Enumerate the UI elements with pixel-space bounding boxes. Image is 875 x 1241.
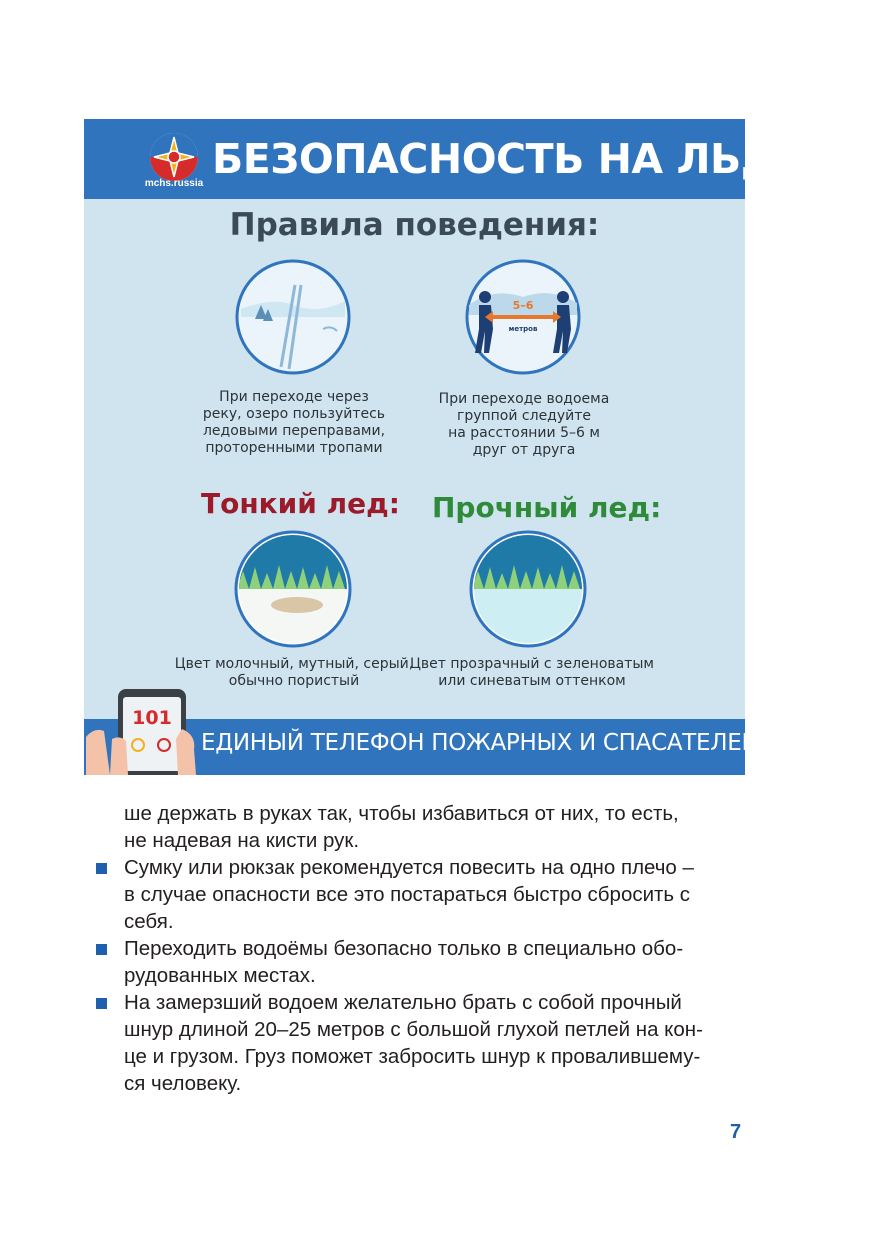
thin-ice-icon	[233, 529, 353, 649]
square-bullet-icon	[96, 944, 107, 955]
logo-caption: mchs.russia	[144, 178, 204, 189]
rule-crossing-caption: При переходе через реку, озеро пользуйтесь ледовыми переправами, проторенными тропами	[202, 389, 386, 456]
rules-subtitle: Правила поведения:	[229, 207, 600, 243]
paragraph-continuation: ше держать в руках так, чтобы избавиться от них, то есть, не надевая на кисти рук.	[124, 802, 679, 852]
ski-track-icon	[233, 257, 353, 377]
thin-ice-caption: Цвет молочный, мутный, серый, обычно пористый	[174, 656, 414, 689]
phone-number: 101	[132, 707, 172, 729]
group-distance-icon	[463, 257, 583, 377]
list-item: Переходить водоёмы безопасно только в специально обо- рудованных местах.	[96, 935, 748, 989]
list-item: Сумку или рюкзак рекомендуется повесить на одно плечо – в случае опасности все это постараться быстро сбросить с себя.	[96, 854, 748, 935]
page-number: 7	[730, 1121, 742, 1143]
strong-ice-heading: Прочный лед:	[432, 491, 662, 524]
square-bullet-icon	[96, 863, 107, 874]
square-bullet-icon	[96, 998, 107, 1009]
emergency-phone-footer: ЕДИНЫЙ ТЕЛЕФОН ПОЖАРНЫХ И СПАСАТЕЛЕЙ	[201, 730, 759, 756]
list-item: На замерзший водоем желательно брать с собой прочный шнур длиной 20–25 метров с большой глухой петлей на кон- це и грузом. Груз поможет забросить шнур к провалившему- ся человеку.	[96, 989, 748, 1097]
thin-ice-heading: Тонкий лед:	[201, 487, 400, 520]
rule-group-caption: При переходе водоема группой следуйте на расстоянии 5–6 м друг от друга	[438, 391, 610, 458]
strong-ice-icon	[468, 529, 588, 649]
phone-in-hand-icon	[86, 689, 196, 775]
poster-title: БЕЗОПАСНОСТЬ НА ЛЬДУ	[212, 135, 808, 183]
distance-badge: 5–6	[512, 299, 534, 312]
strong-ice-caption: Цвет прозрачный с зеленоватым или синеватым оттенком	[410, 656, 654, 689]
ice-safety-poster	[84, 119, 808, 775]
distance-unit: метров	[508, 325, 538, 333]
body-text	[96, 800, 748, 1097]
